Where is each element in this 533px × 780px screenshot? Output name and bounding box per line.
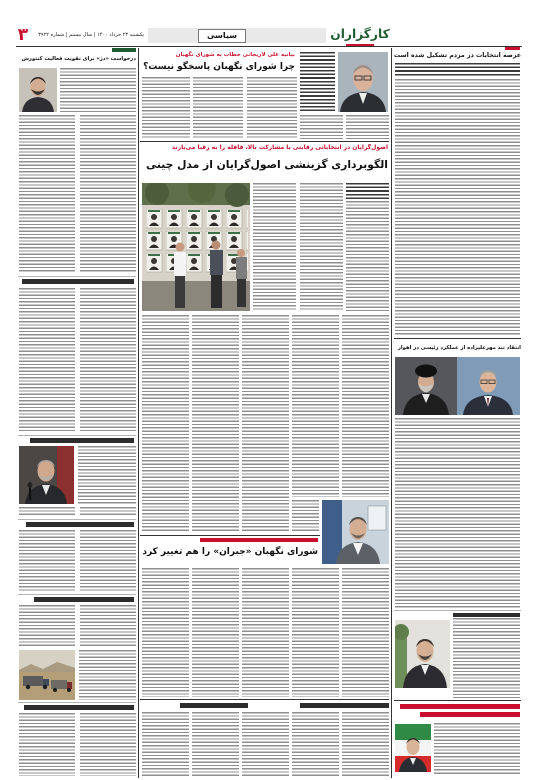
photo-election-posters-street [142, 183, 250, 311]
lead-paragraph-lines [395, 63, 520, 77]
section-divider [18, 594, 136, 595]
body-text-column [19, 530, 75, 592]
section-divider [18, 702, 136, 703]
subheadline-bar [34, 597, 134, 602]
body-text-column [192, 712, 239, 776]
body-text-column [300, 115, 343, 139]
column-rule [391, 48, 392, 778]
photo-left-trucks-landscape [19, 650, 75, 700]
body-text-column [342, 315, 389, 497]
body-text-column [142, 77, 190, 139]
logo-accent-stroke [346, 44, 374, 46]
body-text-column [60, 68, 136, 112]
subheadline-bar [180, 703, 248, 708]
lead-paragraph-lines [346, 183, 389, 199]
body-text-column [80, 605, 136, 646]
kicker-bar [200, 538, 318, 542]
kicker-bar [420, 712, 520, 717]
body-text-column [395, 418, 520, 608]
column-rule [138, 48, 139, 778]
section-divider [18, 276, 136, 277]
body-text-column [242, 315, 289, 533]
column-rule [140, 699, 389, 700]
photo-two-candidates [395, 357, 520, 415]
center-top-kicker: بیانیه علی لاریجانی خطاب به شورای نگهبان [175, 52, 295, 58]
body-text-column [19, 605, 75, 646]
column-rule [140, 535, 320, 536]
body-text-column [192, 568, 239, 697]
body-text-column [193, 77, 243, 139]
column-rule [394, 700, 521, 701]
column-rule [394, 338, 521, 339]
photo-left-top-portrait [19, 68, 57, 112]
body-text-column [80, 115, 136, 273]
kicker-bar [400, 704, 520, 709]
issue-date-line: یکشنبه ۲۳ خرداد ۱۴۰۰ | سال بیستم | شماره ۳۹۲۲ [38, 32, 144, 38]
photo-left-speaker [19, 446, 74, 504]
section-divider [18, 519, 136, 520]
body-text-column [192, 315, 239, 533]
body-text-column [242, 568, 289, 697]
lead-kicker: اصول‌گرایان در انتخاباتی رقابتی با مشارکت بالا، قافله را به رقبا می‌بازند [171, 144, 388, 151]
subheadline-bar [24, 705, 134, 710]
body-text-column [292, 500, 319, 533]
body-text-column [346, 201, 389, 311]
body-text-column [434, 723, 520, 776]
right-top-headline: عرصه انتخابات در مردم تشکیل شده است [394, 52, 521, 59]
subheadline-bar [30, 438, 134, 443]
body-text-column [342, 568, 389, 697]
body-text-column [292, 315, 339, 497]
body-text-column [19, 115, 75, 273]
body-text-column [300, 183, 343, 311]
body-text-column [292, 568, 339, 697]
body-text-column [453, 618, 520, 698]
subheadline-bar [22, 279, 134, 284]
body-text-column [79, 650, 136, 700]
kicker-bar [505, 47, 520, 50]
body-text-column [80, 530, 136, 592]
body-text-column [242, 712, 289, 776]
body-text-column [80, 507, 136, 517]
subheadline-bar [300, 703, 389, 708]
photo-center-bottom [322, 500, 389, 564]
photo-center-top-portrait [338, 52, 388, 112]
body-text-column [292, 712, 339, 776]
body-text-column [142, 568, 189, 697]
section-title: سیاسی [198, 29, 246, 43]
body-text-column [395, 79, 520, 335]
body-text-column [142, 315, 189, 533]
column-rule [16, 46, 522, 47]
photo-official-portrait [395, 620, 450, 688]
body-text-column [253, 183, 296, 311]
body-text-column [80, 713, 136, 776]
subheadline-bar [26, 522, 134, 527]
section-divider [394, 610, 521, 611]
body-text-column [342, 712, 389, 776]
body-text-column [19, 507, 75, 517]
page-number: ۳ [17, 25, 29, 45]
body-text-column [19, 713, 75, 776]
newspaper-logo: کارگزاران [330, 27, 390, 41]
body-text-column [142, 712, 189, 776]
body-text-column [346, 115, 389, 139]
column-rule [140, 141, 389, 142]
left-top-headline: درخواست «دژ» برای تقویت فعالیت کنتورش [21, 56, 136, 62]
center-top-headline: چرا شورای نگهبان پاسخگو نیست؟ [143, 62, 295, 72]
lead-headline: الگوبرداری گزینشی اصول‌گرایان از مدل چینی [145, 158, 388, 171]
center-bottom-headline: شورای نگهبان «جبران» را هم تغییر کرد [142, 547, 318, 557]
body-text-column [247, 77, 297, 139]
photo-speaker-with-flag [395, 724, 431, 772]
subheadline-bar [453, 613, 520, 617]
body-text-column [80, 288, 136, 433]
lead-paragraph-lines [300, 52, 335, 112]
body-text-column [19, 288, 75, 433]
section-label-bar [112, 48, 136, 52]
right-middle-headline: انتقاد تند مهرعلیزاده از عملکرد رئیسی در اهواز [397, 345, 521, 351]
section-divider [18, 435, 136, 436]
body-text-column [78, 446, 136, 504]
